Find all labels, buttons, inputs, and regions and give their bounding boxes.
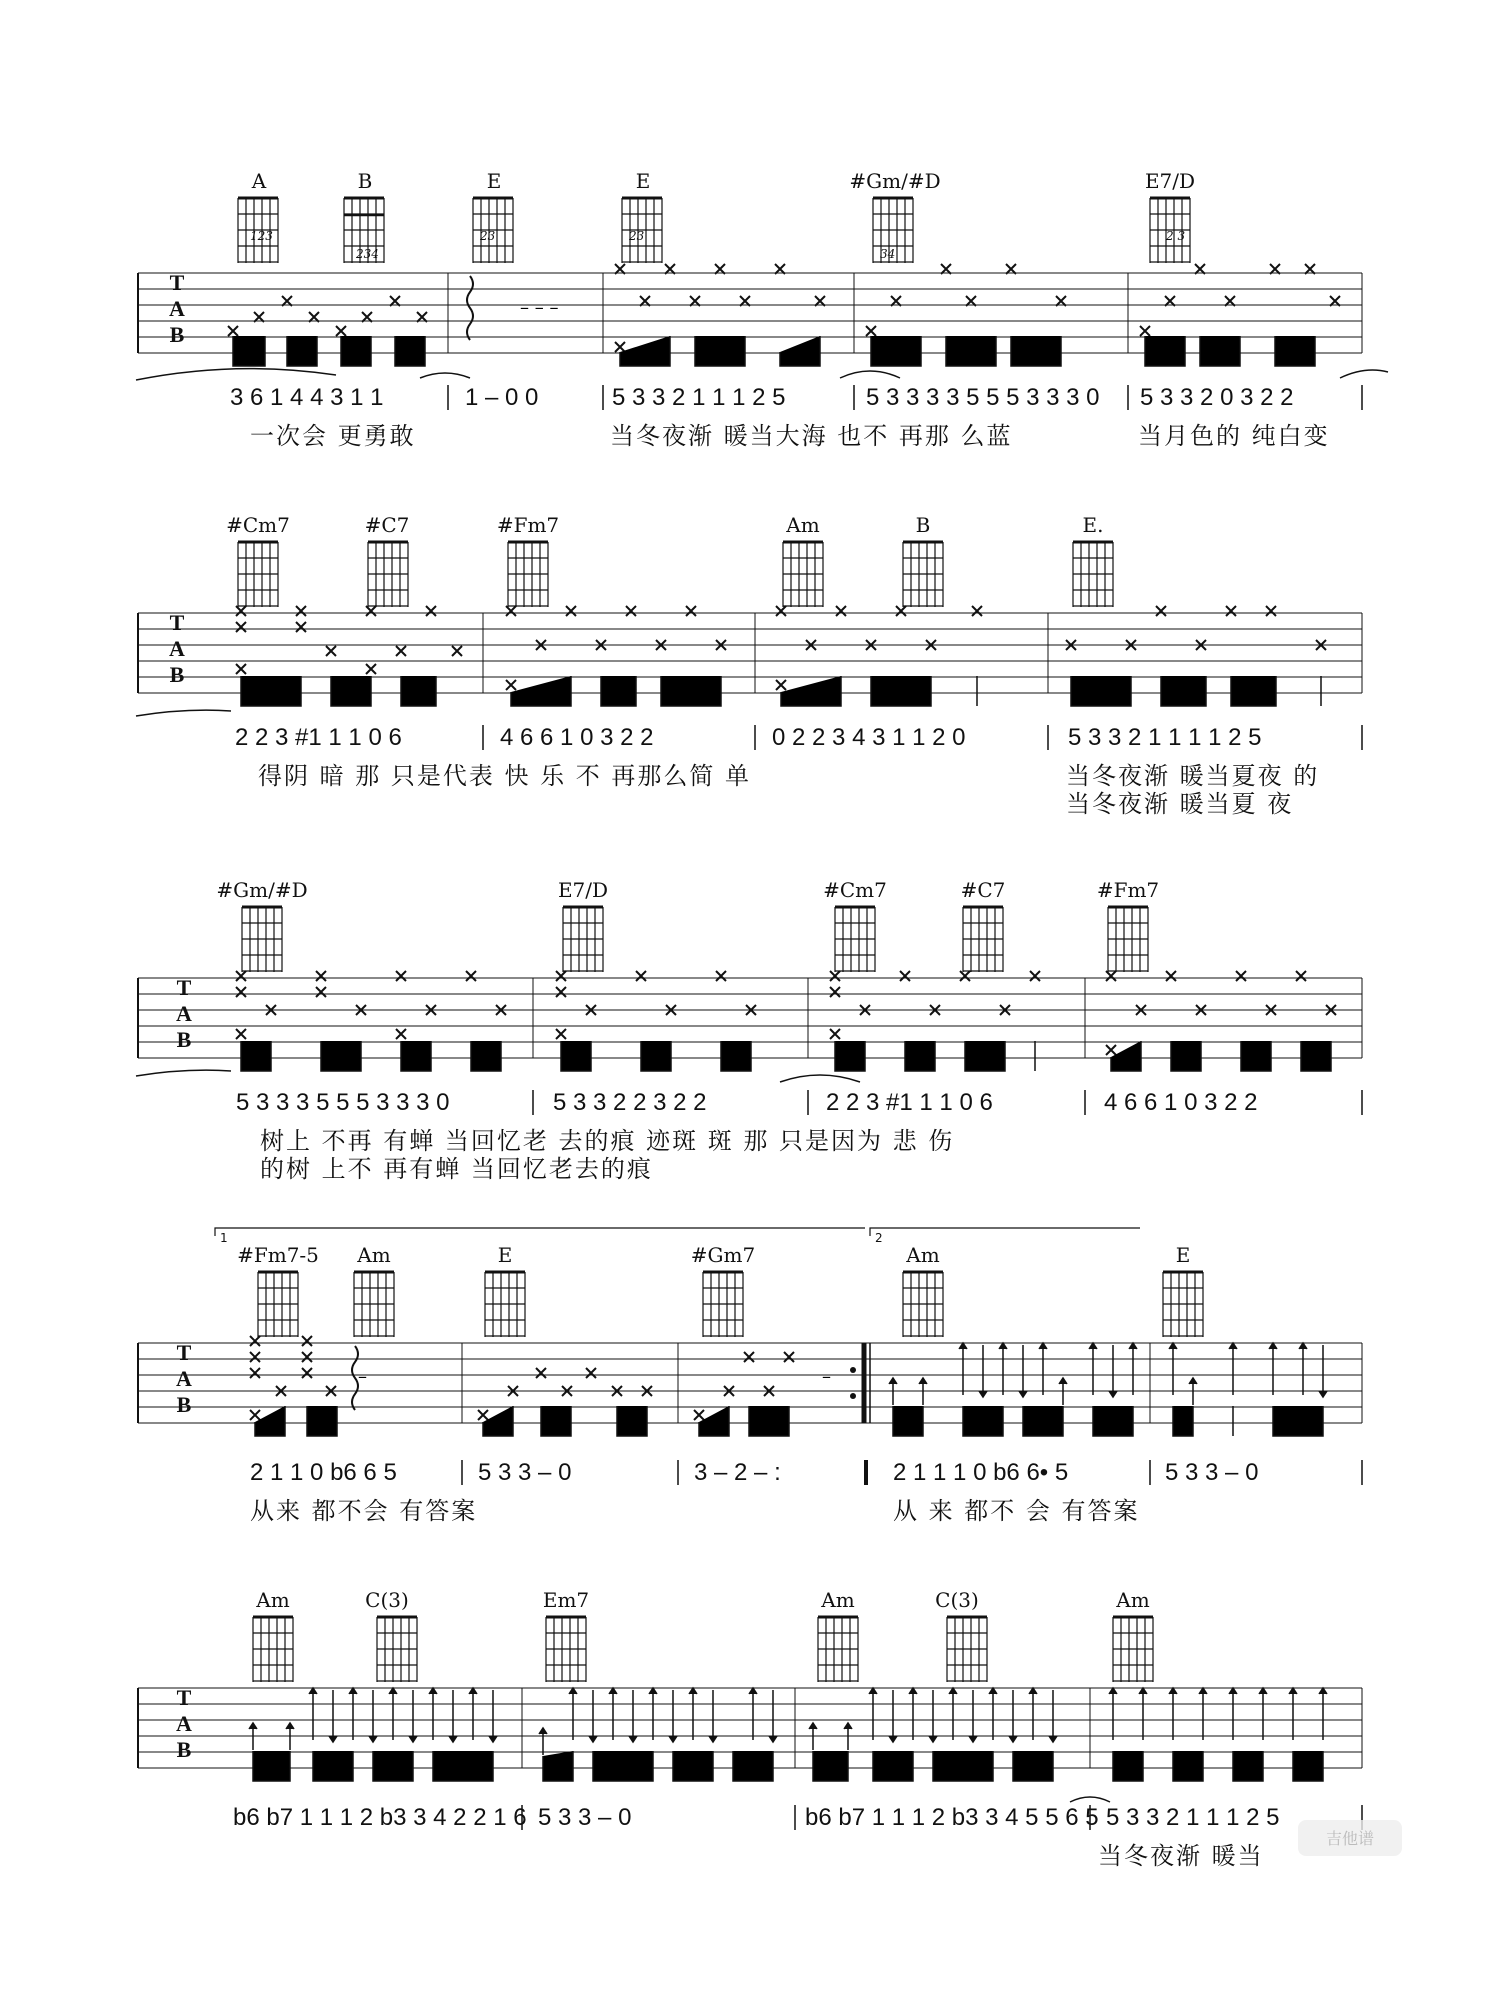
- system-1: [136, 169, 1388, 450]
- lyric-line: [250, 422, 1330, 450]
- tab-letter-T: T: [169, 610, 185, 635]
- chord-names: [216, 878, 1159, 902]
- jianpu-measure: 5 3 3 2 0 3 2 2: [1140, 384, 1294, 411]
- chord-names: [255, 1588, 1149, 1612]
- arpeggio-mark: [467, 276, 473, 340]
- chord-grids: [258, 1272, 1203, 1337]
- chord-grids: [253, 1617, 1153, 1682]
- tab-letter-B: B: [169, 662, 185, 687]
- tab-letter-B: B: [176, 1392, 192, 1417]
- finger-numbers: 123: [250, 229, 273, 243]
- tie-arcs: [136, 710, 231, 716]
- lyric-line: [1098, 1842, 1264, 1870]
- jianpu-measure: 3 – 2 – :: [694, 1459, 781, 1486]
- chord-name: A: [251, 169, 267, 193]
- rest-marks: – – –: [520, 297, 559, 318]
- finger-numbers: 23: [629, 229, 645, 243]
- tie-arcs: [136, 1070, 860, 1082]
- chord-name: #C7: [960, 878, 1006, 902]
- strum-arrows: [889, 1343, 1327, 1405]
- tab-letter-A: A: [169, 296, 185, 321]
- jianpu-measure: 5 3 3 – 0: [478, 1459, 572, 1486]
- jianpu-measure: 5 3 3 2 1 1 1 2 5: [612, 384, 786, 411]
- chord-name: #Fm7: [1096, 878, 1160, 902]
- tab-letter-B: B: [176, 1737, 192, 1762]
- chord-names: [226, 513, 1103, 537]
- rhythm-stems: [255, 1406, 1323, 1436]
- chord-name: Am: [821, 1588, 855, 1612]
- rhythm-stems: [253, 1751, 1323, 1781]
- chord-name: E7/D: [1144, 169, 1196, 193]
- chord-diagram-A: [238, 169, 278, 263]
- watermark-badge: [1298, 1820, 1402, 1856]
- lyric-segment: 一次会 更勇敢: [250, 422, 416, 450]
- chord-name: E: [635, 169, 651, 193]
- tab-letter-T: T: [176, 975, 192, 1000]
- jianpu-line: [236, 1089, 1257, 1116]
- lyric-segment: 的树 上不 再有蝉 当回忆老去的痕: [260, 1155, 653, 1183]
- jianpu-measure: 4 6 6 1 0 3 2 2: [1104, 1089, 1258, 1116]
- jianpu-measure: 5 3 3 2 1 1 1 1 2 5: [1068, 724, 1262, 751]
- jianpu-measure: b6 b7 1 1 1 2 b3 3 4 2 2 1 6: [233, 1804, 527, 1831]
- chord-name: E: [1175, 1243, 1191, 1267]
- repeat-dot: [850, 1367, 856, 1373]
- jianpu-measure: 5 3 3 3 3 5 5 5 3 3 3 0: [866, 384, 1100, 411]
- chord-name: #Gm/#D: [216, 878, 308, 902]
- jianpu-line: [233, 1804, 1279, 1831]
- jianpu-measure: 2 1 1 1 0 b6 6• 5: [893, 1459, 1069, 1486]
- tab-letter-A: A: [169, 636, 185, 661]
- chord-name: C(3): [365, 1588, 409, 1612]
- jianpu-measure: 2 2 3 #1 1 1 0 6: [235, 724, 402, 751]
- tab-letter-B: B: [176, 1027, 192, 1052]
- chord-name: #Fm7-5: [237, 1243, 319, 1267]
- lyric-line: [258, 762, 1319, 818]
- chord-name: Am: [1116, 1588, 1150, 1612]
- tie-arcs: [1070, 1797, 1110, 1802]
- lyric-line: [250, 1497, 1140, 1525]
- finger-numbers: 234: [356, 247, 379, 261]
- system-2: [136, 513, 1362, 818]
- jianpu-measure: 5 3 3 3 5 5 5 3 3 3 0: [236, 1089, 450, 1116]
- chord-name: E.: [1082, 513, 1104, 537]
- lyric-segment: 当冬夜渐 暖当大海 也不 再那 么蓝: [610, 422, 1013, 450]
- jianpu-measure: 0 2 2 3 4 3 1 1 2 0: [772, 724, 966, 751]
- chord-name: Am: [906, 1243, 940, 1267]
- lyric-segment: 从 来 都不 会 有答案: [893, 1497, 1140, 1525]
- jianpu-measure: 3 6 1 4 4 3 1 1: [230, 384, 384, 411]
- chord-name: #Cm7: [823, 878, 887, 902]
- tab-letter-B: B: [169, 322, 185, 347]
- tab-letter-A: A: [176, 1001, 192, 1026]
- jianpu-line: [230, 384, 1293, 411]
- lyric-segment: 当冬夜渐 暖当: [1098, 1842, 1264, 1870]
- tie-arcs: [136, 369, 1388, 380]
- tab-letter-T: T: [176, 1340, 192, 1365]
- chord-name: Am: [357, 1243, 391, 1267]
- tab-letter-A: A: [176, 1366, 192, 1391]
- rhythm-stems: [241, 676, 1321, 706]
- finger-numbers: 23: [480, 229, 496, 243]
- jianpu-measure: 2 1 1 0 b6 6 5: [250, 1459, 397, 1486]
- finger-numbers: 34: [880, 247, 896, 261]
- chord-name: #Cm7: [226, 513, 290, 537]
- lyric-segment: 树上 不再 有蝉 当回忆老 去的痕 迹斑 斑 那 只是因为 悲 伤: [260, 1127, 955, 1155]
- chord-name: E7/D: [557, 878, 609, 902]
- jianpu-line: [250, 1459, 1258, 1486]
- lyric-segment: 当冬夜渐 暖当夏 夜: [1066, 790, 1294, 818]
- chord-name: #Gm/#D: [849, 169, 941, 193]
- jianpu-measure: 5 3 3 2 1 1 1 2 5: [1106, 1804, 1280, 1831]
- chord-grids: [242, 907, 1148, 972]
- chord-diagram-B: [344, 169, 384, 263]
- chord-name: B: [915, 513, 931, 537]
- chord-name: B: [357, 169, 373, 193]
- system-4: [138, 1228, 1362, 1525]
- lyric-segment: 得阴 暗 那 只是代表 快 乐 不 再那么简 单: [258, 762, 752, 790]
- jianpu-measure: b6 b7 1 1 1 2 b3 3 4 5 5 6 5: [805, 1804, 1099, 1831]
- volta-1: 1: [220, 1231, 228, 1245]
- tab-letter-T: T: [169, 270, 185, 295]
- chord-diagram-gsharp-m-dsharp: [849, 169, 940, 263]
- chord-grids: [238, 542, 1113, 607]
- chord-name: #Fm7: [496, 513, 560, 537]
- chord-name: Am: [256, 1588, 290, 1612]
- chord-name: Em7: [542, 1588, 590, 1612]
- lyric-line: [260, 1127, 954, 1183]
- system-3: [136, 878, 1362, 1183]
- system-5: [138, 1588, 1402, 1870]
- chord-diagram-E: [473, 169, 513, 263]
- rest-marks: –: [358, 1366, 367, 1387]
- rhythm-stems: [241, 1041, 1331, 1071]
- volta-2: 2: [875, 1231, 883, 1245]
- repeat-dot: [850, 1393, 856, 1399]
- strum-arrows: [249, 1688, 1327, 1755]
- lyric-segment: 当冬夜渐 暖当夏夜 的: [1066, 762, 1320, 790]
- finger-numbers: 2 3: [1166, 229, 1186, 243]
- tab-letter-A: A: [176, 1711, 192, 1736]
- jianpu-measure: 5 3 3 – 0: [1165, 1459, 1259, 1486]
- jianpu-measure: 4 6 6 1 0 3 2 2: [500, 724, 654, 751]
- lyric-segment: 从来 都不会 有答案: [250, 1497, 478, 1525]
- chord-name: C(3): [935, 1588, 979, 1612]
- chord-name: E: [497, 1243, 513, 1267]
- chord-diagram-E7-D: [1145, 169, 1195, 263]
- lyric-segment: 当月色的 纯白变: [1138, 422, 1330, 450]
- jianpu-measure: 5 3 3 2 2 3 2 2: [553, 1089, 707, 1116]
- volta-brackets: [215, 1228, 1140, 1236]
- jianpu-measure: 2 2 3 #1 1 1 0 6: [826, 1089, 993, 1116]
- jianpu-measure: 1 – 0 0: [465, 384, 539, 411]
- watermark-text: 吉他谱: [1325, 1829, 1375, 1848]
- rest-marks: –: [822, 1366, 831, 1387]
- chord-name: E: [486, 169, 502, 193]
- jianpu-line: [235, 724, 1262, 751]
- chord-name: #Gm7: [690, 1243, 756, 1267]
- chord-diagram-E: [622, 169, 662, 263]
- chord-names: [237, 1243, 1190, 1267]
- chord-name: #C7: [364, 513, 410, 537]
- chord-name: Am: [786, 513, 820, 537]
- tab-letter-T: T: [176, 1685, 192, 1710]
- rhythm-stems: [233, 336, 1315, 366]
- jianpu-measure: 5 3 3 – 0: [538, 1804, 632, 1831]
